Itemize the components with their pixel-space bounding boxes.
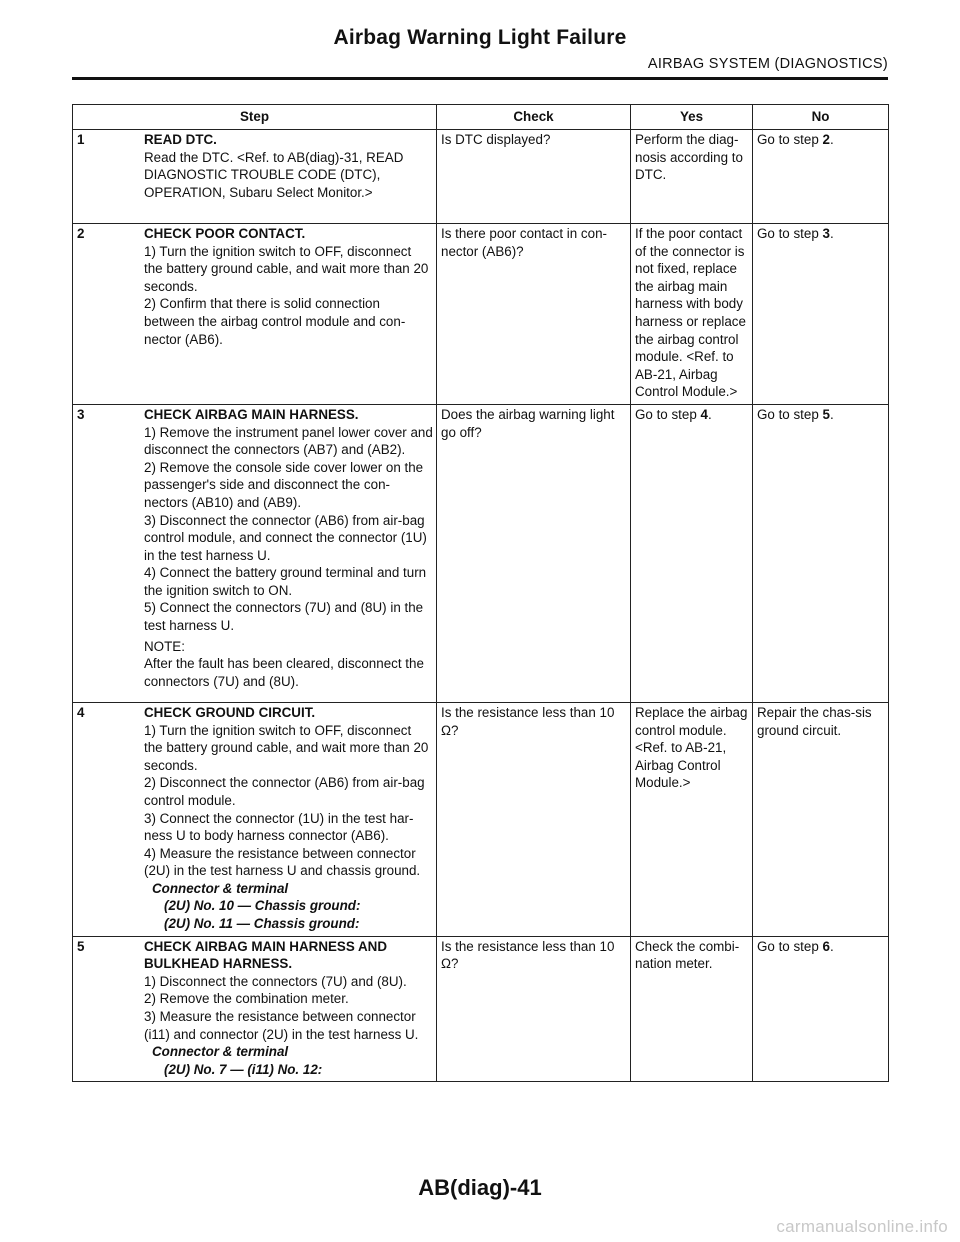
yes-text: Go to step <box>635 406 701 422</box>
no-cell <box>753 224 889 405</box>
connector-label: Connector & terminal <box>152 1044 289 1060</box>
no-text: Go to step <box>757 226 823 241</box>
step-number: 2 <box>77 226 85 241</box>
no-step-ref: 2 <box>822 132 830 147</box>
step-heading: CHECK GROUND CIRCUIT. <box>144 704 316 720</box>
step-instruction: 1) Turn the ignition switch to OFF, disconnect the battery ground cable, and wait more than 20 seconds. <box>144 722 429 773</box>
section-title: AIRBAG SYSTEM (DIAGNOSTICS) <box>647 56 888 72</box>
step-cell <box>73 224 437 405</box>
no-step-ref: 5 <box>822 406 830 422</box>
step-instruction: 1) Disconnect the connectors (7U) and (8U). <box>144 973 407 989</box>
yes-cell <box>631 404 753 702</box>
step-instruction: 2) Disconnect the connector (AB6) from air-bag control module. <box>144 775 425 808</box>
step-number: 4 <box>77 704 85 720</box>
yes-cell: If the poor contact of the connector is not fixed, replace the airbag main harness with body harness or replace the airbag control module. <Ref. to AB-21, Airbag Control Module.> <box>631 224 753 405</box>
step-cell <box>73 936 437 1082</box>
no-cell <box>753 936 889 1082</box>
yes-suffix: . <box>707 406 712 422</box>
no-cell <box>753 130 889 224</box>
yes-cell: Perform the diag-nosis according to DTC. <box>631 130 753 224</box>
step-instruction: 4) Measure the resistance between connector (2U) in the test harness U and chassis ground. <box>144 845 421 879</box>
check-cell: Does the airbag warning light go off? <box>437 404 631 702</box>
step-instruction: Read the DTC. <Ref. to AB(diag)-31, READ DIAGNOSTIC TROUBLE CODE (DTC), OPERATION, Subaru Select Monitor.> <box>144 149 404 200</box>
page-number: AB(diag)-41 <box>418 1175 542 1200</box>
step-heading: CHECK AIRBAG MAIN HARNESS AND BULKHEAD HARNESS. <box>144 938 388 972</box>
no-text: Go to step <box>757 406 823 422</box>
step-cell <box>73 702 437 936</box>
table-row <box>73 404 889 702</box>
no-suffix: . <box>829 132 834 147</box>
step-instruction: 2) Confirm that there is solid connection between the airbag control module and con-nector (AB6). <box>144 296 406 347</box>
step-heading: CHECK POOR CONTACT. <box>144 226 306 241</box>
column-header-check: Check <box>437 105 631 130</box>
no-cell <box>753 404 889 702</box>
step-instruction: 3) Measure the resistance between connector (i11) and connector (2U) in the test harness U. <box>144 1009 419 1042</box>
step-instruction: 5) Connect the connectors (7U) and (8U) in the test harness U. <box>144 600 424 634</box>
step-instruction: 4) Connect the battery ground terminal and turn the ignition switch to ON. <box>144 565 427 598</box>
page-title: Airbag Warning Light Failure <box>333 26 627 49</box>
table-row <box>73 936 889 1082</box>
no-suffix: . <box>829 938 834 954</box>
no-suffix: . <box>829 406 834 422</box>
yes-cell: Replace the airbag control module. <Ref. to AB-21, Airbag Control Module.> <box>631 702 753 936</box>
step-cell <box>73 404 437 702</box>
step-instruction: 3) Disconnect the connector (AB6) from air-bag control module, and connect the connector (1U) in the test harness U. <box>144 512 427 563</box>
step-number: 5 <box>77 938 85 954</box>
step-number: 1 <box>77 132 85 147</box>
column-header-step: Step <box>73 105 437 130</box>
step-instruction: 2) Remove the console side cover lower on the passenger's side and disconnect the con-nectors (AB10) and (AB9). <box>144 459 424 510</box>
no-step-ref: 3 <box>822 226 830 241</box>
step-heading: CHECK AIRBAG MAIN HARNESS. <box>144 406 359 422</box>
check-cell: Is the resistance less than 10 Ω? <box>437 936 631 1082</box>
step-instruction: 1) Turn the ignition switch to OFF, disconnect the battery ground cable, and wait more than 20 seconds. <box>144 243 429 294</box>
check-cell: Is the resistance less than 10 Ω? <box>437 702 631 936</box>
step-number: 3 <box>77 406 85 422</box>
yes-cell: Check the combi-nation meter. <box>631 936 753 1082</box>
step-heading: READ DTC. <box>144 132 217 147</box>
table-header-row <box>73 105 889 130</box>
check-cell: Is there poor contact in con-nector (AB6)? <box>437 224 631 405</box>
step-instruction: 1) Remove the instrument panel lower cover and disconnect the connectors (AB7) and (AB2). <box>144 424 433 458</box>
header-rule <box>72 77 888 80</box>
no-step-ref: 6 <box>822 938 830 954</box>
table-row <box>73 130 889 224</box>
check-cell: Is DTC displayed? <box>437 130 631 224</box>
table-row <box>73 702 889 936</box>
connector-label: Connector & terminal <box>152 880 289 896</box>
no-cell: Repair the chas-sis ground circuit. <box>753 702 889 936</box>
step-instruction: 2) Remove the combination meter. <box>144 991 349 1007</box>
no-suffix: . <box>829 226 834 241</box>
column-header-no: No <box>753 105 889 130</box>
no-text: Go to step <box>757 938 823 954</box>
connector-terminal: (2U) No. 11 — Chassis ground: <box>164 916 360 932</box>
connector-terminal: (2U) No. 7 — (i11) No. 12: <box>164 1061 323 1077</box>
note-label: NOTE: <box>144 638 185 654</box>
no-text: Go to step <box>757 132 823 147</box>
column-header-yes: Yes <box>631 105 753 130</box>
watermark: carmanualsonline.info <box>776 1217 948 1236</box>
note-text: After the fault has been cleared, disconnect the connectors (7U) and (8U). <box>144 656 424 689</box>
table-row <box>73 224 889 405</box>
step-instruction: 3) Connect the connector (1U) in the test har-ness U to body harness connector (AB6). <box>144 810 414 844</box>
diagnostic-table <box>72 104 889 1082</box>
yes-step-ref: 4 <box>700 406 708 422</box>
step-cell <box>73 130 437 224</box>
connector-terminal: (2U) No. 10 — Chassis ground: <box>164 898 361 914</box>
